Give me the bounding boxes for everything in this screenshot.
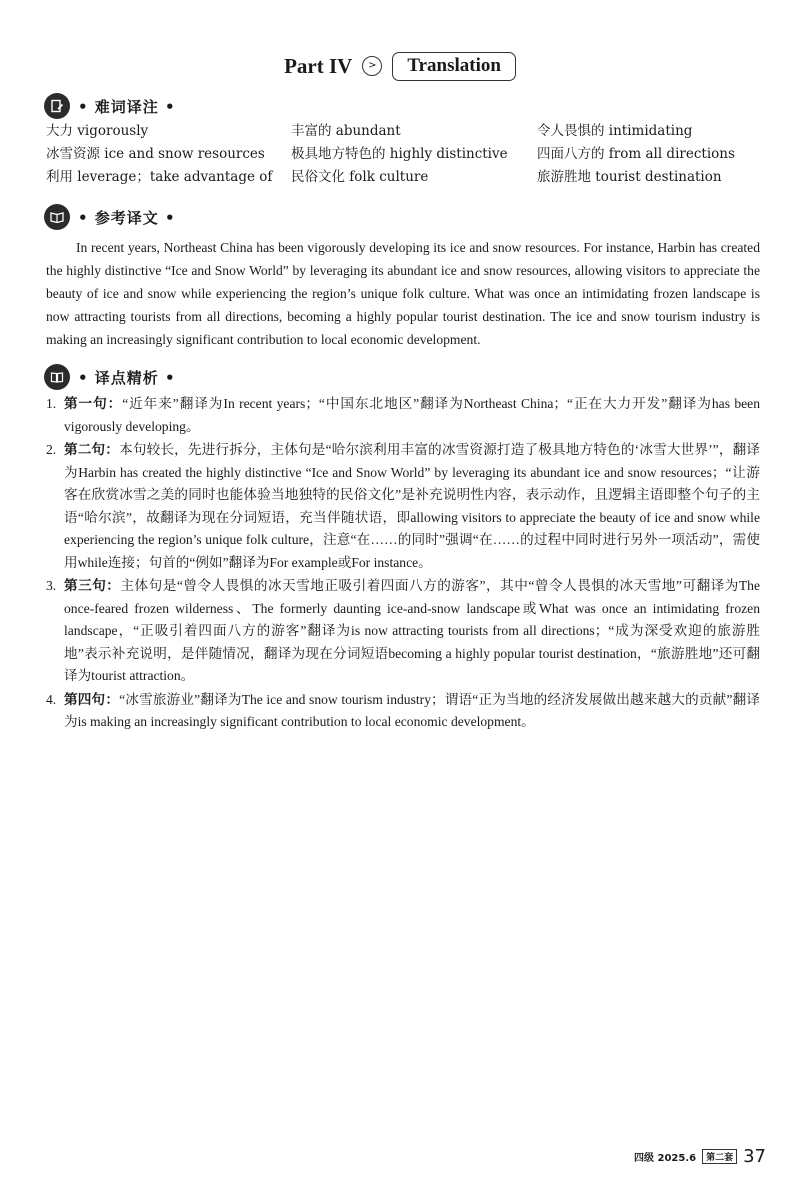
- vocab-grid: [46, 121, 766, 187]
- analysis-item-text: 主体句是“曾令人畏惧的冰天雪地正吸引着四面八方的游客”，其中“曾令人畏惧的冰天雪地”可翻译为The once-feared frozen wilderness、The formerly daunting ice-and-snow landscape或What was once an intimidating frozen landscape，“正吸引着四面八方的游客”翻译为is now attracting tourists from all directions；“成为深受欢迎的旅游胜地”表示补充说明，是伴随情况，翻译为现在分词短语becoming a highly popular tourist destination，“旅游胜地”还可翻译为tourist attraction。: [64, 578, 761, 683]
- analysis-item-number: 4.: [46, 691, 57, 707]
- section-title-translation: Translation: [392, 52, 516, 81]
- ref-section-header: [44, 203, 176, 231]
- page-number: 37: [743, 1145, 766, 1167]
- vocab-section-header: [44, 92, 176, 120]
- page-header: [0, 48, 800, 84]
- analysis-item-text: “冰雪旅游业”翻译为The ice and snow tourism industry；谓语“正为当地的经济发展做出越来越大的贡献”翻译为is making an increasingly significant contribution to local economic development。: [64, 691, 760, 729]
- vocab-item: 利用 leverage；take advantage of: [46, 169, 273, 185]
- analysis-item-lead: 第一句：: [64, 396, 123, 411]
- analysis-item-number: 3.: [46, 578, 57, 593]
- analysis-item-text: “近年来”翻译为In recent years；“中国东北地区”翻译为Northeast China；“正在大力开发”翻译为has been vigorously developing。: [64, 396, 761, 434]
- analysis-item-lead: 第四句：: [64, 691, 120, 707]
- analysis-section-title: • 译点精析 •: [78, 368, 176, 387]
- analysis-item: [46, 439, 760, 574]
- book-icon: [44, 364, 70, 390]
- part-label: Part IV: [284, 53, 353, 78]
- circled-arrow-right-icon: >: [362, 56, 382, 76]
- analysis-item-lead: 第三句：: [64, 578, 121, 593]
- vocab-item: 冰雪资源 ice and snow resources: [46, 146, 265, 162]
- vocab-section-title: • 难词译注 •: [78, 97, 176, 116]
- analysis-item-number: 1.: [46, 396, 57, 411]
- reference-translation: In recent years, Northeast China has been vigorously developing its ice and snow resources. For instance, Harbin has created the highly distinctive “Ice and Snow World” by leveraging its abundant ice and snow resources, allowing visitors to appreciate the beauty of ice and snow while experiencing the region’s unique folk culture. What was once an intimidating frozen landscape is now attracting tourists from all directions, becoming a highly popular tourist destination. The ice and snow tourism industry is making an increasingly significant contribution to local economic development.: [46, 240, 760, 347]
- vocab-item: 丰富的 abundant: [291, 123, 401, 139]
- ref-section-title: • 参考译文 •: [78, 208, 176, 227]
- analysis-item: [46, 575, 760, 688]
- analysis-item-text: 本句较长，先进行拆分，主体句是“哈尔滨利用丰富的冰雪资源打造了极具地方特色的‘冰雪大世界’”，翻译为Harbin has created the highly distinctive “Ice and Snow World” by leveraging its abundant ice and snow resources；“让游客在欣赏冰雪之美的同时也能体验当地独特的民俗文化”是补充说明性内容，表示动作，且逻辑主语即整个句子的主语“哈尔滨”，故翻译为现在分词短语，充当伴随状语，即allowing visitors to appreciate the beauty of ice and snow while experiencing the region’s unique folk culture，注意“在……的同时”强调“在……的过程中同时进行另外一项活动”，需使用while连接；句首的“例如”翻译为For example或For instance。: [64, 442, 761, 570]
- vocab-item: 四面八方的 from all directions: [537, 146, 735, 162]
- analysis-item-number: 2.: [46, 442, 57, 457]
- analysis-item-lead: 第二句：: [64, 442, 120, 457]
- vocab-item: 令人畏惧的 intimidating: [537, 123, 693, 139]
- analysis-item: [46, 689, 760, 734]
- footer-volume: 第二套: [702, 1149, 737, 1164]
- open-book-icon: [44, 204, 70, 230]
- vocab-item: 大力 vigorously: [46, 123, 149, 139]
- vocab-item: 民俗文化 folk culture: [291, 169, 429, 185]
- vocab-item: 极具地方特色的 highly distinctive: [291, 146, 508, 162]
- note-pencil-icon: [44, 93, 70, 119]
- analysis-section-header: [44, 363, 176, 391]
- vocab-item: 旅游胜地 tourist destination: [537, 169, 722, 185]
- page-footer: [634, 1144, 766, 1168]
- analysis-item: [46, 393, 760, 438]
- analysis-list: [46, 393, 760, 735]
- footer-issue: 四级 2025.6: [634, 1152, 697, 1164]
